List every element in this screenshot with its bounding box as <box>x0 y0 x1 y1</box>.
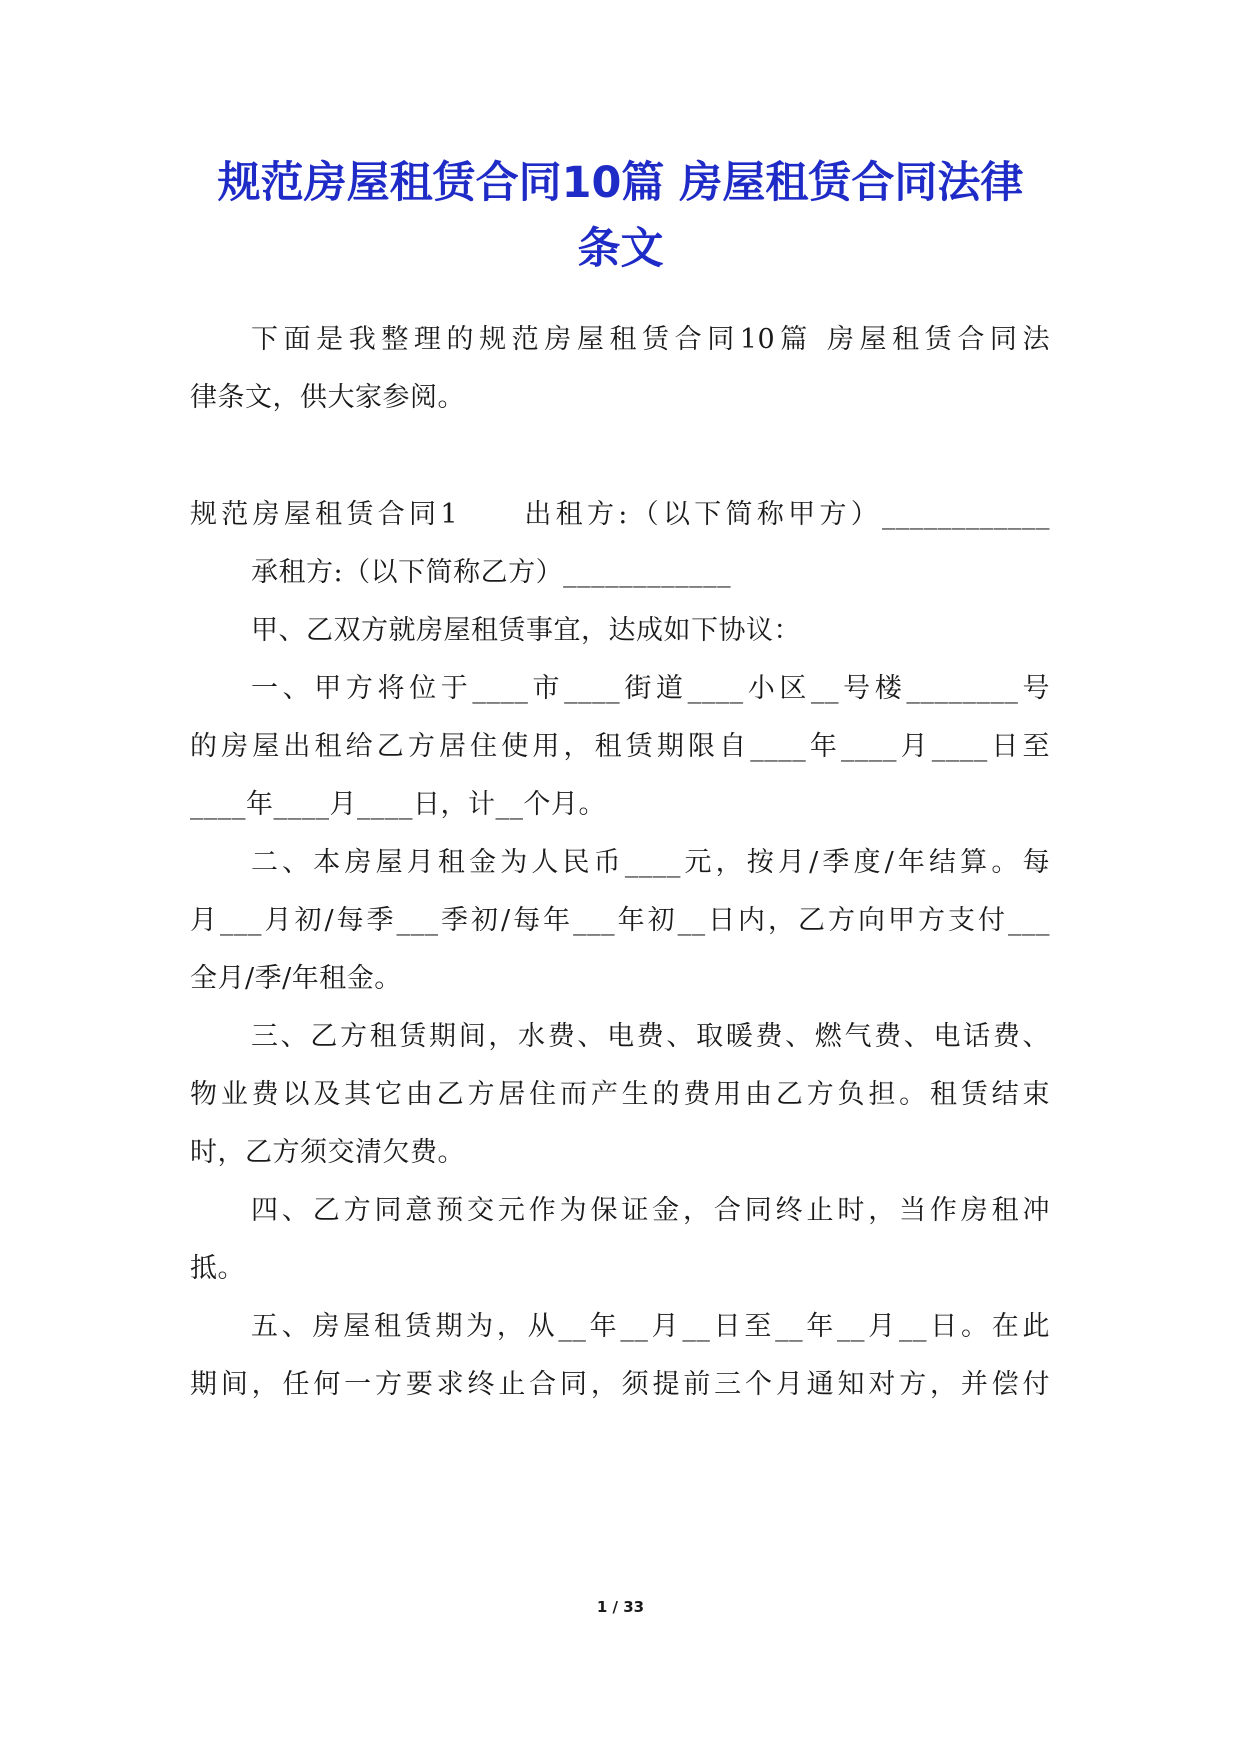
clause-2-line-2: 月___月初/每季___季初/每年___年初__日内，乙方向甲方支付___ <box>190 905 1050 936</box>
clause-2-line-3: 全月/季/年租金。 <box>190 963 402 994</box>
clause-1-line-1: 一、甲方将位于____市____街道____小区__号楼________号 <box>251 673 1050 704</box>
clause-1-line-2: 的房屋出租给乙方居住使用，租赁期限自____年____月____日至 <box>190 731 1050 762</box>
intro-line-1: 下面是我整理的规范房屋租赁合同10篇 房屋租赁合同法 <box>251 324 1050 355</box>
clause-5-line-2: 期间，任何一方要求终止合同，须提前三个月通知对方，并偿付 <box>190 1369 1050 1400</box>
agreement-intro-line: 甲、乙双方就房屋租赁事宜，达成如下协议： <box>251 615 801 646</box>
document-title-line-1: 规范房屋租赁合同10篇 房屋租赁合同法律 <box>217 158 1024 208</box>
clause-3-line-3: 时，乙方须交清欠费。 <box>190 1137 465 1168</box>
clause-3-line-1: 三、乙方租赁期间，水费、电费、取暖费、燃气费、电话费、 <box>251 1021 1050 1052</box>
clause-4-line-2: 抵。 <box>190 1253 245 1284</box>
intro-line-2: 律条文，供大家参阅。 <box>190 382 465 413</box>
page-number: 1 / 33 <box>596 1598 645 1616</box>
clause-4-line-1: 四、乙方同意预交元作为保证金，合同终止时，当作房租冲 <box>251 1195 1050 1226</box>
document-title-line-2: 条文 <box>577 224 664 274</box>
clause-1-line-3: ____年____月____日，计__个月。 <box>190 789 606 820</box>
clause-2-line-1: 二、本房屋月租金为人民币____元，按月/季度/年结算。每 <box>251 847 1050 878</box>
tenant-line: 承租方:（以下简称乙方）____________ <box>251 557 732 588</box>
clause-3-line-2: 物业费以及其它由乙方居住而产生的费用由乙方负担。租赁结束 <box>190 1079 1050 1110</box>
clause-5-line-1: 五、房屋租赁期为，从__年__月__日至__年__月__日。在此 <box>251 1311 1050 1342</box>
contract-heading-line: 规范房屋租赁合同1 出租方:（以下简称甲方）____________ <box>190 499 1050 530</box>
